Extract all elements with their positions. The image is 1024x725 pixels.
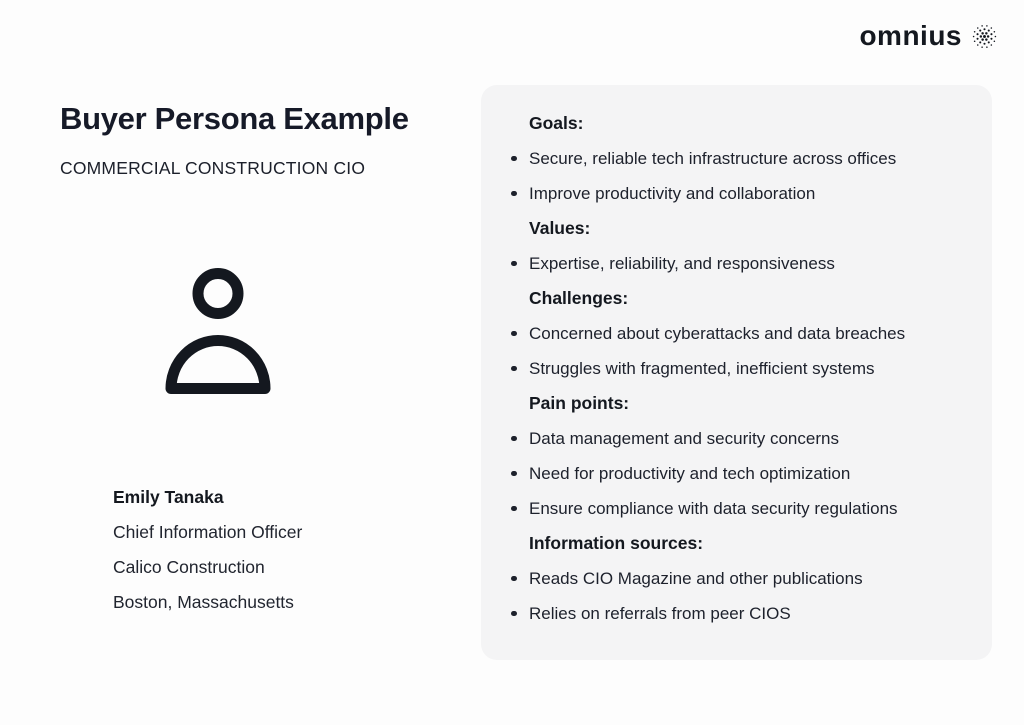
bullet-icon (511, 331, 517, 337)
section-heading-goals: Goals: (529, 113, 584, 133)
list-item (529, 456, 972, 491)
list-item-text: Need for productivity and tech optimization (529, 463, 851, 483)
bullet-icon (511, 261, 517, 267)
list-item-text: Struggles with fragmented, inefficient systems (529, 358, 875, 378)
persona-name: Emily Tanaka (113, 487, 224, 507)
persona-company: Calico Construction (113, 557, 265, 577)
persona-contact (113, 480, 302, 620)
dotted-sphere-icon (971, 23, 998, 50)
list-item-text: Ensure compliance with data security regulations (529, 498, 898, 518)
list-item-text: Reads CIO Magazine and other publications (529, 568, 863, 588)
persona-role: Chief Information Officer (113, 522, 303, 542)
list-item-text: Relies on referrals from peer CIOS (529, 603, 791, 623)
list-item (529, 491, 972, 526)
list-item-text: Concerned about cyberattacks and data breaches (529, 323, 906, 343)
person-icon (160, 267, 276, 395)
section-heading-values: Values: (529, 218, 591, 238)
logo-text: omnius (859, 20, 962, 51)
list-item-text: Secure, reliable tech infrastructure across offices (529, 148, 897, 168)
bullet-icon (511, 191, 517, 197)
list-item (529, 316, 972, 351)
section-heading-pain-points: Pain points: (529, 393, 630, 413)
bullet-icon (511, 471, 517, 477)
list-item (529, 421, 972, 456)
persona-location: Boston, Massachusetts (113, 592, 294, 612)
bullet-icon (511, 156, 517, 162)
bullet-icon (511, 576, 517, 582)
list-item (529, 246, 972, 281)
list-item (529, 561, 972, 596)
details-card (481, 85, 992, 660)
bullet-icon (511, 611, 517, 617)
bullet-icon (511, 436, 517, 442)
list-item (529, 596, 972, 631)
section-heading-challenges: Challenges: (529, 288, 629, 308)
list-item (529, 351, 972, 386)
logo (859, 22, 998, 50)
list-item (529, 141, 972, 176)
bullet-icon (511, 366, 517, 372)
list-item (529, 176, 972, 211)
page-subtitle: COMMERCIAL CONSTRUCTION CIO (60, 158, 366, 178)
list-item-text: Data management and security concerns (529, 428, 839, 448)
list-item-text: Expertise, reliability, and responsiveness (529, 253, 835, 273)
bullet-icon (511, 506, 517, 512)
list-item-text: Improve productivity and collaboration (529, 183, 816, 203)
section-heading-information-sources: Information sources: (529, 533, 704, 553)
page-title: Buyer Persona Example (60, 101, 409, 136)
